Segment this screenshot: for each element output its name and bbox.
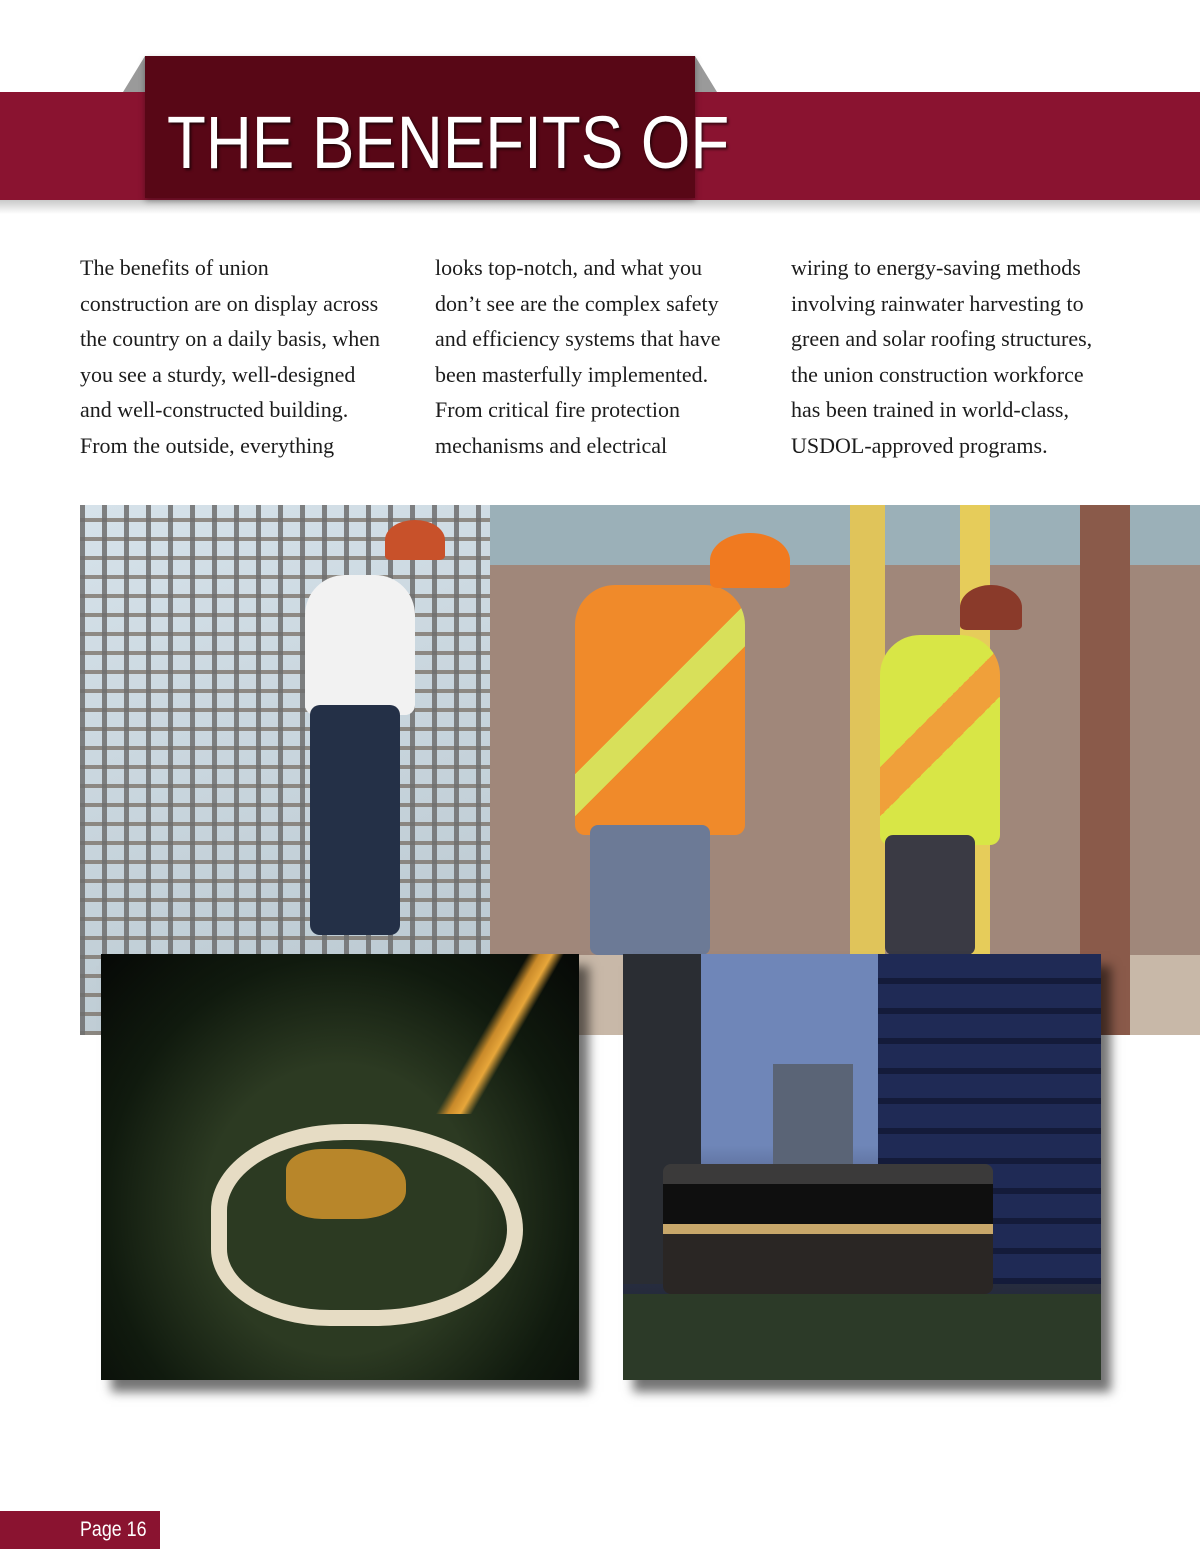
hard-hat	[385, 520, 445, 560]
worker-figure	[575, 585, 745, 835]
text-line: the country on a daily basis, when	[80, 326, 380, 351]
page-number: Page 16	[80, 1518, 147, 1541]
text-line: construction are on display across	[80, 290, 379, 316]
photo-park-at-night	[101, 954, 579, 1380]
text-line: From the outside, everything	[80, 432, 335, 458]
worker-figure	[305, 575, 415, 715]
text-line: mechanisms and electrical	[435, 432, 668, 458]
worker-figure	[885, 835, 975, 955]
text-line: wiring to energy-saving methods	[791, 255, 1081, 280]
text-line: involving rainwater harvesting to	[791, 290, 1084, 316]
text-line: been masterfully implemented.	[435, 361, 709, 387]
text-column-3	[791, 250, 1121, 463]
worker-figure	[590, 825, 710, 955]
text-column-1	[80, 250, 410, 463]
text-line: The benefits of union	[80, 255, 269, 280]
illuminated-sculpture	[286, 1149, 406, 1219]
lawn	[623, 1294, 1101, 1380]
photo-courtyard-pavilion	[623, 954, 1101, 1380]
text-line: USDOL-approved programs.	[791, 432, 1048, 458]
text-column-2	[435, 250, 765, 463]
text-line: you see a sturdy, well-designed	[80, 361, 356, 387]
worker-figure	[880, 635, 1000, 845]
title-box	[145, 56, 730, 198]
text-line: looks top-notch, and what you	[435, 255, 703, 280]
text-line: From critical fire protection	[435, 397, 680, 422]
text-line: don’t see are the complex safety	[435, 290, 719, 316]
page-number-tab	[0, 1511, 160, 1549]
hard-hat	[960, 585, 1022, 630]
lit-highway	[431, 954, 579, 1114]
ribbon-fold-right	[695, 56, 717, 92]
text-line: has been trained in world-class,	[791, 397, 1069, 422]
text-line: and efficiency systems that have	[435, 326, 721, 351]
worker-figure	[310, 705, 400, 935]
text-line: the union construction workforce	[791, 361, 1084, 387]
page-title: THE BENEFITS OF	[167, 101, 730, 184]
text-line: and well-constructed building.	[80, 397, 349, 422]
pavilion	[663, 1164, 993, 1294]
ribbon-fold-left	[123, 56, 145, 92]
header-band-shadow	[0, 200, 1200, 214]
text-line: green and solar roofing structures,	[791, 326, 1093, 351]
hard-hat	[710, 533, 790, 588]
